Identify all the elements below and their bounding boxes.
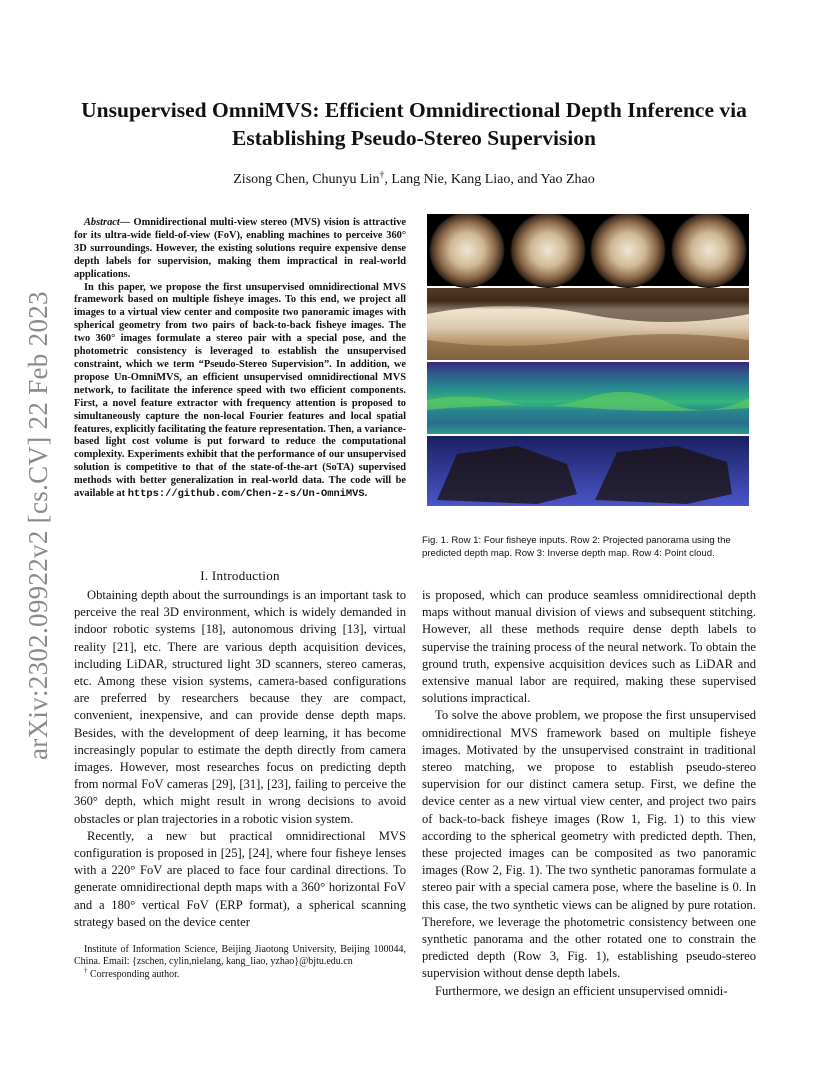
abstract-label: Abstract: [84, 217, 120, 228]
abstract-paragraph-2: [74, 282, 406, 501]
corresponding-footnote: [74, 966, 406, 981]
abstract-paragraph-1: [74, 217, 406, 282]
footnotes: [74, 944, 406, 981]
section-heading-introduction: I. Introduction: [200, 568, 280, 583]
right-paragraph-1: is proposed, which can produce seamless omnidirectional depth maps without manual division of views and subsequent stitching. However, all these methods require dense depth labels to supervise the training process of the neural network. To obtain the ground truth, expensive acquisition devices such as LiDAR and extensive manual labor are required, making these supervised solutions impractical.: [422, 588, 756, 706]
code-link[interactable]: https://github.com/Chen-z-s/Un-OmniMVS: [127, 488, 365, 501]
paper-title: [60, 96, 768, 152]
fisheye-image-3: [590, 214, 666, 288]
abstract-end: .: [364, 488, 368, 500]
left-column-body: [74, 587, 406, 931]
title-line-2: Establishing Pseudo-Stereo Supervision: [232, 126, 596, 150]
right-column-body: [422, 587, 756, 1000]
intro-paragraph-2: Recently, a new but practical omnidirectional MVS configuration is proposed in [25], [24], where four fisheye lenses with a 220° FoV are placed to face four cardinal directions. To generate omnidirectional depth maps with a 360° horizontal FoV and a 180° vertical FoV (ERP format), a spherical scanning strategy based on the device center: [74, 828, 406, 929]
author-list: [60, 169, 768, 188]
affiliation-footnote: Institute of Information Science, Beijing Jiaotong University, Beijing 100044, China. Email: {zschen, cylin,nielang, kang_liao, yzhao}@bjtu.edu.cn: [74, 944, 406, 968]
abstract-text-2: In this paper, we propose the first unsupervised omnidirectional MVS framework based on multiple fisheye images. To this end, we project all images to a virtual view center and composite two panoramic images with spherical geometry from two pairs of back-to-back fisheye images. The two 360° images formulate a stereo pair with a special pose, and the photometric consistency is leveraged to establish the unsupervised constraint, which we term “Pseudo-Stereo Supervision”. In addition, we propose Un-OmniMVS, an efficient unsupervised omnidirectional MVS network, to facilitate the inference speed with two efficient components. First, a novel feature extractor with frequency attention is proposed to simultaneously capture the non-local Fourier features and local spatial features, explicitly facilitating the feature representation. Then, a variance-based light cost volume is put forward to reduce the computational complexity. Experiments exhibit that the performance of our unsupervised solution is competitive to that of the state-of-the-art (SoTA) supervised methods with better generalization in real-world data. The code will be available at: [74, 281, 406, 500]
right-paragraph-2: To solve the above problem, we propose the first unsupervised omnidirectional MVS framework based on multiple fisheye images. Motivated by the unsupervised constraint in traditional stereo matching, we propose to establish pseudo-stereo supervision for our distinct camera setup. First, we define the device center as a new virtual view center, and project two pairs of back-to-back fisheye images (Row 1, Fig. 1) to this view according to the spherical geometry with predicted depth. Then, these projected images can be composited as two panoramic images (Row 2, Fig. 1). The two synthetic panoramas formulate a stereo pair with a special camera pose, where the baseline is 0. In this case, the two synthetic views can be aligned by pure rotation. Therefore, we leverage the photometric consistency between one synthetic panorama and the other rotated one to constrain the predicted depth (Row 3, Fig. 1), establishing pseudo-stereo supervision without dense depth labels.: [422, 708, 756, 981]
fisheye-image-1: [429, 214, 505, 288]
abstract-text-1: — Omnidirectional multi-view stereo (MVS) vision is attractive for its ultra-wide field-of-view (FoV), enabling machines to perceive 360° 3D surroundings. However, the existing solutions require expensive dense depth labels for supervision, making them impractical in real-world applications.: [74, 217, 406, 280]
fisheye-image-4: [671, 214, 747, 288]
corresponding-author-mark: †: [379, 169, 385, 181]
figure-1: [427, 214, 749, 506]
right-paragraph-3: Furthermore, we design an efficient unsupervised omnidi-: [435, 983, 728, 998]
footnote-dagger: †: [84, 966, 88, 975]
authors-part-1: Zisong Chen, Chunyu Lin: [233, 172, 380, 187]
fisheye-image-2: [510, 214, 586, 288]
authors-part-2: , Lang Nie, Kang Liao, and Yao Zhao: [384, 172, 595, 187]
arxiv-identifier: arXiv:2302.09922v2 [cs.CV] 22 Feb 2023: [23, 291, 53, 760]
title-line-1: Unsupervised OmniMVS: Efficient Omnidirectional Depth Inference via: [81, 98, 747, 122]
intro-paragraph-1: Obtaining depth about the surroundings is an important task to perceive the real 3D environment, which is widely demanded in indoor robotic systems [18], autonomous driving [13], virtual reality [21], etc. There are various depth acquisition devices, including LiDAR, structured light 3D scanners, stereo cameras, etc. Among these vision systems, camera-based configurations are preferred by researchers because they are compact, convenient, inexpensive, and can provide dense depth maps. Besides, with the development of deep learning, it has become increasingly popular to estimate the depth directly from camera images. However, most researches focus on predicting depth from normal FoV cameras [29], [31], [23], failing to perceive the 360° depth, which might result in wrong decisions to avoid obstacles or plan trajectories in a robotic vision system.: [74, 588, 406, 826]
footnote-text: Corresponding author.: [87, 968, 180, 980]
abstract: [74, 217, 406, 501]
figure-caption: Fig. 1. Row 1: Four fisheye inputs. Row 2: Projected panorama using the predicted depth map. Row 3: Inverse depth map. Row 4: Point cloud.: [422, 535, 731, 559]
